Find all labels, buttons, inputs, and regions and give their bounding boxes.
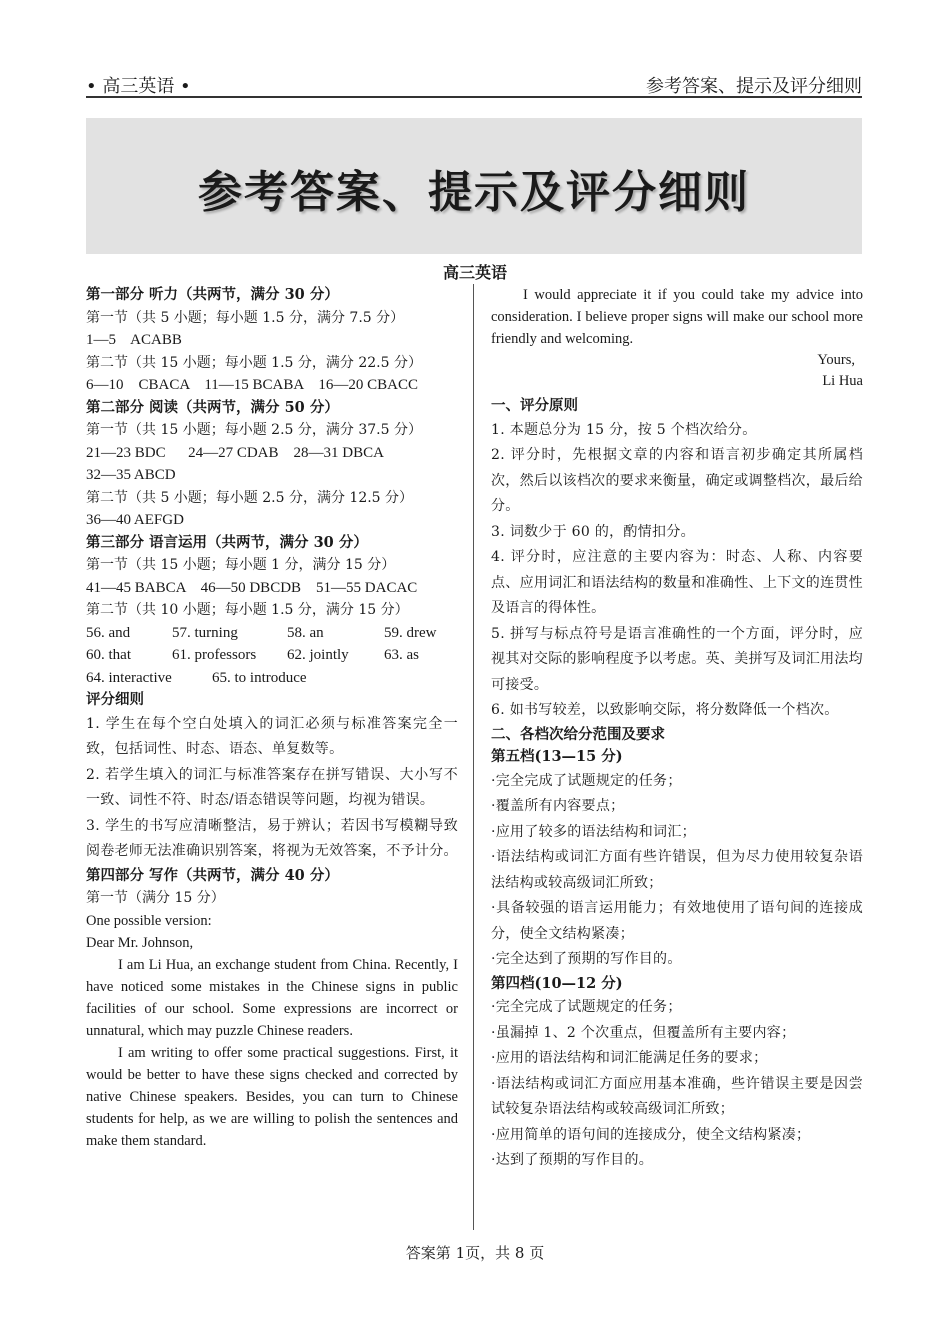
section-scoring-principles: 一、评分原则 [491, 397, 578, 414]
part1-section2: 第二节（共 15 小题；每小题 1.5 分，满分 22.5 分） [86, 354, 422, 371]
part4-section1: 第一节（满分 15 分） [86, 890, 225, 906]
part3-section1-answers: 41—45 BABCA 46—50 DBCDB 51—55 DACAC [86, 579, 418, 596]
grade5-item: ·覆盖所有内容要点； [491, 798, 625, 814]
grade5-item: ·完全完成了试题规定的任务； [491, 772, 682, 789]
right-column [491, 284, 863, 1174]
grade5-item: ·语法结构或词汇方面有些许错误，但为尽力使用较复杂语法结构或较高级词汇所致； [491, 849, 863, 891]
header-doc-title: 参考答案、提示及评分细则 [646, 76, 862, 97]
grade4-item: ·达到了预期的写作目的。 [491, 1152, 654, 1168]
blank-answers-row [86, 644, 458, 667]
part2-section1: 第一节（共 15 小题；每小题 2.5 分，满分 37.5 分） [86, 422, 422, 438]
blank-answer: 63. as [384, 647, 419, 663]
grade4-item: ·虽漏掉 1、2 个次重点，但覆盖所有主要内容； [491, 1024, 796, 1041]
letter-paragraph-1: I am Li Hua, an exchange student from China. Recently, I have noticed some mistakes in the Chinese signs in public facilities of our school. Some expressions are incorrect or unnatural, which may puzzle Chinese readers. [86, 956, 458, 1039]
part1-section1: 第一节（共 5 小题；每小题 1.5 分，满分 7.5 分） [86, 309, 405, 326]
letter-paragraph-2: I am writing to offer some practical suggestions. First, it would be better to have these signs checked and corrected by native Chinese speakers. Besides, you can turn to Chinese students for help, as we are willing to polish the sentences and make them standard. [86, 1044, 458, 1149]
blank-answer: 58. an [287, 624, 324, 641]
part3-section1: 第一节（共 15 小题；每小题 1 分，满分 15 分） [86, 557, 396, 573]
blank-answers-row [86, 622, 458, 645]
grade4-title: 第四档(10—12 分) [491, 974, 623, 992]
letter-paragraph-3: I would appreciate it if you could take my advice into consideration. I believe proper signs will make our school more friendly and welcoming. [491, 287, 863, 347]
grade5-item: ·完全达到了预期的写作目的。 [491, 951, 682, 967]
part4-title: 第四部分 写作（共两节，满分 40 分） [86, 866, 339, 884]
section-grade-ranges: 二、各档次给分范围及要求 [491, 725, 665, 743]
grade5-item: ·具备较强的语言运用能力；有效地使用了语句间的连接成分，使全文结构紧凑； [491, 900, 863, 942]
part2-section2-answers: 36—40 AEFGD [86, 512, 184, 528]
principle-5: 5. 拼写与标点符号是语言准确性的一个方面，评分时，应视其对交际的影响程度予以考虑。英、美拼写及词汇用法均可接受。 [491, 625, 863, 693]
principle-6: 6. 如书写较差，以致影响交际，将分数降低一个档次。 [491, 702, 839, 718]
page-footer: 答案第 1页，共 8 页 [405, 1244, 545, 1262]
part3-title: 第三部分 语言运用（共两节，满分 30 分） [86, 533, 368, 551]
blank-answer: 60. that [86, 647, 131, 663]
subject-heading: 高三英语 [442, 263, 507, 282]
letter-signature: Li Hua [822, 373, 863, 389]
blank-answer: 62. jointly [287, 647, 349, 663]
scoring-rule-3: 3. 学生的书写应清晰整洁，易于辨认；若因书写模糊导致阅卷老师无法准确识别答案，将视为无效答案，不予计分。 [86, 817, 458, 859]
part2-section1-answers-b: 32—35 ABCD [86, 467, 176, 483]
blank-answer: 57. turning [172, 624, 238, 641]
part2-section2: 第二节（共 5 小题；每小题 2.5 分，满分 12.5 分） [86, 489, 414, 506]
principle-4: 4. 评分时，应注意的主要内容为：时态、人称、内容要点、应用词汇和语法结构的数量和准确性、上下文的连贯性及语言的得体性。 [491, 549, 863, 616]
scoring-rule-2: 2. 若学生填入的词汇与标准答案存在拼写错误、大小写不一致、词性不符、时态/语态错误等问题，均视为错误。 [86, 766, 458, 808]
letter-salutation: Dear Mr. Johnson, [86, 934, 194, 951]
principle-3: 3. 词数少于 60 的，酌情扣分。 [491, 523, 695, 540]
blank-answers-row [86, 667, 458, 690]
blank-answer: 61. professors [172, 647, 257, 663]
grade4-item: ·语法结构或词汇方面应用基本准确，些许错误主要是因尝试较复杂语法结构或较高级词汇所致； [491, 1075, 863, 1117]
part1-title: 第一部分 听力（共两节，满分 30 分） [86, 286, 339, 303]
grade5-item: ·应用了较多的语法结构和词汇； [491, 823, 696, 840]
page-header [86, 70, 862, 98]
column-divider [473, 284, 474, 1230]
header-subject: • 高三英语 • [86, 76, 191, 97]
part3-section2: 第二节（共 10 小题；每小题 1.5 分，满分 15 分） [86, 602, 409, 618]
scoring-rules-title: 评分细则 [86, 691, 144, 708]
part2-section1-answers-a: 21—23 BDC 24—27 CDAB 28—31 DBCA [86, 444, 384, 461]
blank-answer: 59. drew [384, 624, 437, 641]
part1-section1-answers: 1—5 ACABB [86, 332, 182, 348]
grade4-item: ·完全完成了试题规定的任务； [491, 999, 682, 1015]
principle-1: 1. 本题总分为 15 分，按 5 个档次给分。 [491, 421, 757, 438]
sample-version-label: One possible version: [86, 912, 212, 929]
grade4-item: ·应用的语法结构和词汇能满足任务的要求； [491, 1050, 768, 1066]
grade4-item: ·应用简单的语句间的连接成分，使全文结构紧凑； [491, 1126, 811, 1143]
blank-answer: 64. interactive [86, 669, 172, 686]
blank-answer: 65. to introduce [212, 669, 307, 686]
grade5-title: 第五档(13—15 分) [491, 748, 623, 765]
left-column [86, 284, 458, 1152]
principle-2: 2. 评分时，先根据文章的内容和语言初步确定其所属档次，然后以该档次的要求来衡量，确定或调整档次，最后给分。 [491, 447, 863, 514]
part2-title: 第二部分 阅读（共两节，满分 50 分） [86, 398, 339, 416]
page-title: 参考答案、提示及评分细则 [198, 167, 750, 218]
part1-section2-answers: 6—10 CBACA 11—15 BCABA 16—20 CBACC [86, 377, 418, 393]
scoring-rule-1: 1. 学生在每个空白处填入的词汇必须与标准答案完全一致，包括词性、时态、语态、单复数等。 [86, 715, 458, 757]
title-banner [86, 118, 862, 254]
letter-closing: Yours, [817, 352, 855, 368]
blank-answer: 56. and [86, 624, 131, 641]
